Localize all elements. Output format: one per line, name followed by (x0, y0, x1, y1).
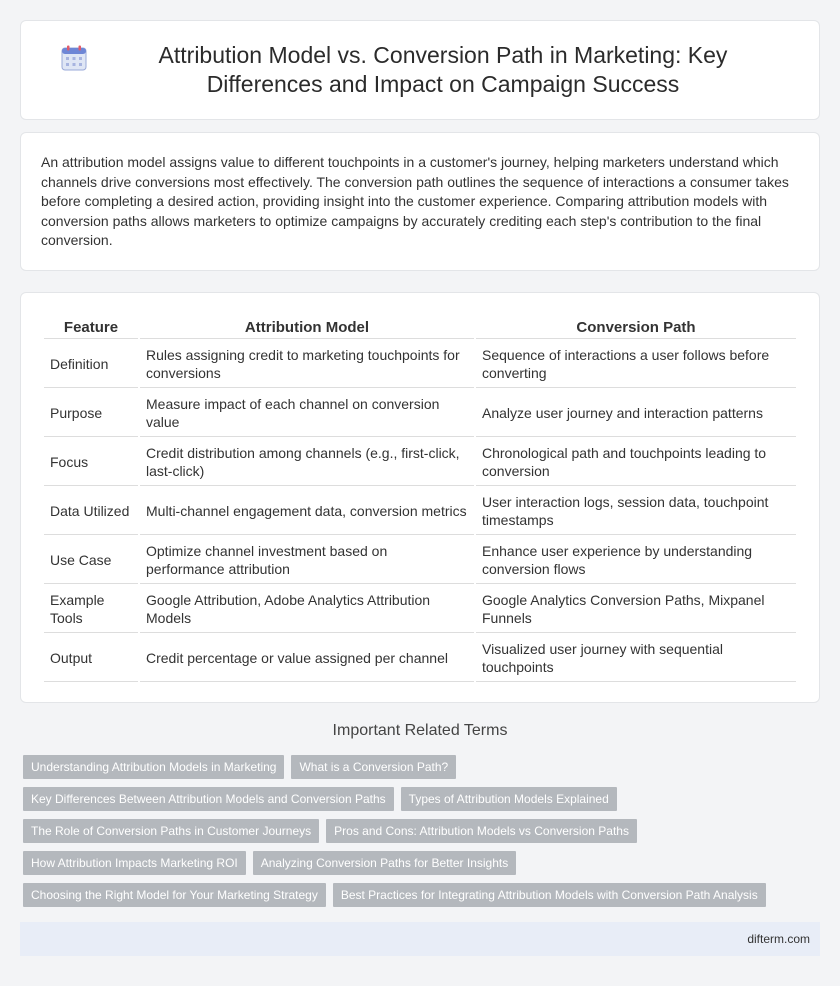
tag-row (23, 819, 823, 843)
header-feature: Feature (44, 315, 138, 339)
page-title: Attribution Model vs. Conversion Path in Marketing: Key Differences and Impact on Campaign Success (158, 42, 728, 97)
tag-row (23, 851, 823, 875)
related-term-link[interactable]: The Role of Conversion Paths in Customer Journeys (23, 819, 319, 843)
feature-cell: Definition (44, 341, 138, 388)
title-wrap (61, 41, 779, 99)
path-cell: Sequence of interactions a user follows before converting (476, 341, 796, 388)
related-term-link[interactable]: Key Differences Between Attribution Models and Conversion Paths (23, 787, 394, 811)
table-header-row (44, 315, 796, 339)
related-term-link[interactable]: How Attribution Impacts Marketing ROI (23, 851, 246, 875)
header-attribution-model: Attribution Model (140, 315, 474, 339)
tag-row (23, 755, 823, 779)
intro-card (20, 132, 820, 271)
attribution-cell: Multi-channel engagement data, conversion metrics (140, 488, 474, 535)
path-cell: Visualized user journey with sequential touchpoints (476, 635, 796, 682)
header-conversion-path: Conversion Path (476, 315, 796, 339)
related-term-link[interactable]: What is a Conversion Path? (291, 755, 456, 779)
path-cell: User interaction logs, session data, touchpoint timestamps (476, 488, 796, 535)
table-row (44, 341, 796, 388)
related-term-link[interactable]: Choosing the Right Model for Your Marketing Strategy (23, 883, 326, 907)
related-terms-list (23, 755, 823, 915)
comparison-table (42, 313, 798, 684)
attribution-cell: Measure impact of each channel on conversion value (140, 390, 474, 437)
related-term-link[interactable]: Pros and Cons: Attribution Models vs Conversion Paths (326, 819, 637, 843)
calendar-icon (61, 45, 87, 71)
feature-cell: Purpose (44, 390, 138, 437)
feature-cell: Focus (44, 439, 138, 486)
table-row (44, 439, 796, 486)
attribution-cell: Rules assigning credit to marketing touchpoints for conversions (140, 341, 474, 388)
related-term-link[interactable]: Understanding Attribution Models in Marketing (23, 755, 284, 779)
feature-cell: Data Utilized (44, 488, 138, 535)
title-card (20, 20, 820, 120)
related-term-link[interactable]: Best Practices for Integrating Attribution Models with Conversion Path Analysis (333, 883, 766, 907)
path-cell: Chronological path and touchpoints leading to conversion (476, 439, 796, 486)
attribution-cell: Credit percentage or value assigned per channel (140, 635, 474, 682)
related-term-link[interactable]: Types of Attribution Models Explained (401, 787, 617, 811)
table-row (44, 488, 796, 535)
attribution-cell: Credit distribution among channels (e.g., first-click, last-click) (140, 439, 474, 486)
related-terms-title: Important Related Terms (332, 722, 508, 739)
path-cell: Enhance user experience by understanding conversion flows (476, 537, 796, 584)
attribution-cell: Google Attribution, Adobe Analytics Attribution Models (140, 586, 474, 633)
intro-text: An attribution model assigns value to different touchpoints in a customer's journey, helping marketers understand which channels drive conversions most effectively. The conversion path outlines the sequence of interactions a consumer takes before completing a desired action, providing insight into the customer experience. Comparing attribution models with conversion paths allows marketers to optimize campaigns by accurately crediting each step's contribution to the final conversion. (41, 154, 789, 249)
table-row (44, 635, 796, 682)
attribution-cell: Optimize channel investment based on performance attribution (140, 537, 474, 584)
footer (20, 922, 820, 956)
feature-cell: Use Case (44, 537, 138, 584)
table-row (44, 537, 796, 584)
table-row (44, 586, 796, 633)
related-term-link[interactable]: Analyzing Conversion Paths for Better Insights (253, 851, 516, 875)
feature-cell: Example Tools (44, 586, 138, 633)
feature-cell: Output (44, 635, 138, 682)
comparison-table-card (20, 292, 820, 703)
path-cell: Analyze user journey and interaction patterns (476, 390, 796, 437)
tag-row (23, 787, 823, 811)
table-row (44, 390, 796, 437)
tag-row (23, 883, 823, 907)
path-cell: Google Analytics Conversion Paths, Mixpanel Funnels (476, 586, 796, 633)
footer-site[interactable]: difterm.com (747, 932, 810, 946)
